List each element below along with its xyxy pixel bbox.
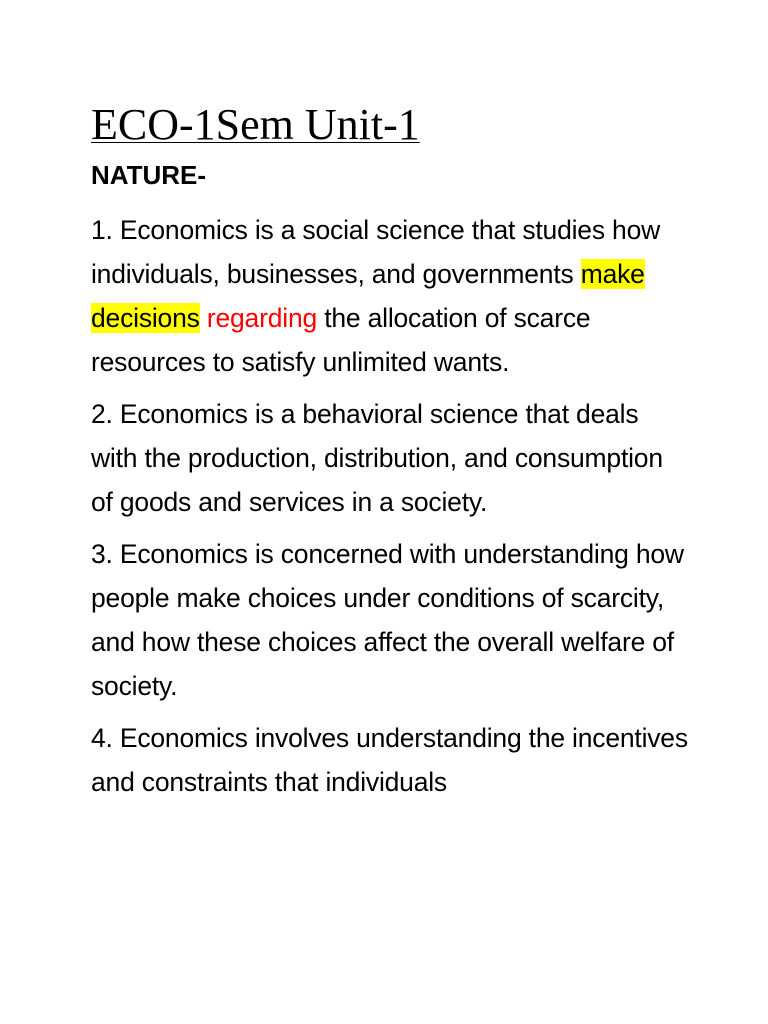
point-1-text-after: the allocation of scarce resources to satisfy unlimited wants.: [91, 303, 591, 377]
document-page: [91, 96, 691, 812]
point-2: 2. Economics is a behavioral science that deals with the production, distribution, and consumption of goods and services in a society.: [91, 399, 663, 517]
point-3: 3. Economics is concerned with understanding how people make choices under conditions of scarcity, and how these choices affect the overall welfare of society.: [91, 539, 684, 701]
point-1-text-before: 1. Economics is a social science that studies how individuals, businesses, and governments: [91, 215, 661, 289]
point-1-space: [200, 303, 207, 333]
highlighted-phrase: make decisions: [91, 259, 645, 333]
point-1: [91, 208, 691, 384]
point-4: 4. Economics involves understanding the incentives and constraints that individuals: [91, 723, 688, 797]
document-title: ECO-1Sem Unit-1: [91, 100, 420, 149]
red-emphasis-word: regarding: [206, 303, 318, 333]
section-heading-nature: NATURE-: [91, 160, 207, 190]
